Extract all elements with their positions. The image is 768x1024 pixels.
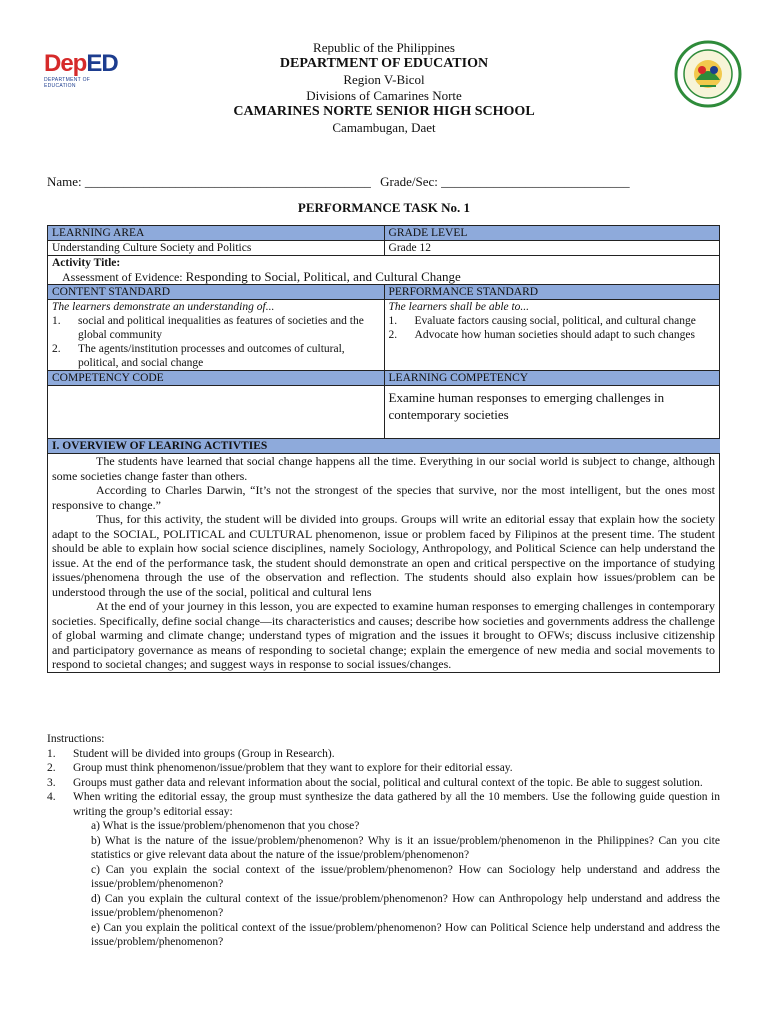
- learning-competency-label: LEARNING COMPETENCY: [384, 371, 719, 386]
- header-republic: Republic of the Philippines: [313, 40, 455, 55]
- header-address: Camambugan, Daet: [332, 120, 436, 135]
- header-department: DEPARTMENT OF EDUCATION: [279, 56, 489, 71]
- guide-question: a) What is the issue/problem/phenomenon that you chose?: [91, 820, 360, 832]
- list-item: [52, 314, 380, 342]
- deped-logo-subtitle: DEPARTMENT OF EDUCATION: [44, 77, 91, 89]
- content-standard-intro: The learners demonstrate an understanding of...: [52, 301, 275, 313]
- overview-paragraph: According to Charles Darwin, “It’s not the strongest of the species that survive, nor the most intelligent, but the ones most responsive to change.”: [52, 483, 715, 512]
- header-school: CAMARINES NORTE SENIOR HIGH SCHOOL: [233, 104, 535, 119]
- name-blank[interactable]: ____________________________________________: [84, 174, 371, 189]
- deped-logo-text-b: ED: [86, 50, 118, 77]
- overview-body: [48, 454, 720, 673]
- task-table: [47, 225, 720, 673]
- performance-standard-cell: [384, 300, 719, 371]
- list-item: [389, 328, 715, 342]
- list-number: 2.: [52, 343, 61, 355]
- list-text: social and political inequalities as features of societies and the global community: [78, 315, 364, 341]
- list-number: 1.: [388, 315, 398, 327]
- learning-competency-value: Examine human responses to emerging challenges in contemporary societies: [384, 386, 719, 439]
- header-region: Region V-Bicol: [343, 72, 425, 87]
- performance-standard-label: PERFORMANCE STANDARD: [384, 285, 719, 300]
- activity-title-label: Activity Title:: [52, 257, 121, 269]
- instruction-number: 3.: [47, 776, 56, 789]
- list-item: [52, 342, 380, 370]
- name-grade-line: [47, 174, 727, 190]
- name-label: Name:: [47, 174, 82, 189]
- instruction-text: Group must think phenomenon/issue/problem that they want to explore for their editorial essay.: [73, 762, 513, 774]
- instructions-title: Instructions:: [47, 733, 105, 745]
- deped-logo-text-a: Dep: [44, 50, 87, 77]
- instruction-item: [47, 761, 720, 776]
- learning-area-label: LEARNING AREA: [48, 226, 385, 241]
- instruction-number: 4.: [47, 791, 56, 803]
- instruction-item: [47, 790, 720, 950]
- overview-header-cell: [48, 439, 720, 454]
- performance-task-title: PERFORMANCE TASK No. 1: [297, 200, 471, 215]
- guide-question: d) Can you explain the cultural context of the issue/problem/phenomenon? How can Anthropology help understand and address the issue/problem/phenomenon?: [91, 892, 720, 919]
- instruction-item: [47, 776, 720, 791]
- list-number: 1.: [52, 315, 61, 327]
- activity-title-value: Responding to Social, Political, and Cultural Change: [185, 269, 461, 284]
- instruction-number: 1.: [47, 747, 56, 760]
- overview-paragraph: At the end of your journey in this lesson, you are expected to examine human responses to emerging challenges in contemporary societies. Specifically, define social change—its characteristics and causes; describe how societies and governments address the challenge of global warming and climate change; understand types of migration and the issues it brought to OFWs; discuss inclusive citizenship and participatory governance as means of responding to societal change; explain the emergence of new media and social movements to respond to societal changes; and suggest ways in response to social issues/changes.: [52, 599, 715, 671]
- activity-title-cell: [48, 256, 720, 285]
- competency-code-value: [48, 386, 385, 439]
- list-number: 2.: [388, 329, 398, 341]
- guide-question: c) Can you explain the social context of the issue/problem/phenomenon? How can Sociology help understand and address the issue/problem/phenomenon?: [91, 863, 720, 890]
- grade-sec-blank[interactable]: _____________________________: [441, 174, 630, 189]
- guide-questions: [73, 819, 720, 950]
- content-standard-label: CONTENT STANDARD: [48, 285, 385, 300]
- overview-paragraph: Thus, for this activity, the student will be divided into groups. Groups will write an editorial essay that explain how the society adapt to the SOCIAL, POLITICAL and CULTURAL phenomenon, issue or problem faced by Filipinos at the present time. The student should be able to explain how social science disciplines, namely Sociology, Anthropology, and Political Science can help understand the issue. At the end of the performance task, the student should demonstrate an open and critical perspective on the importance of studying issues/phenomena through the use of the observation and reflection. The students should also explain how issues/problem can be understood through the use of the social, political and cultural lens: [52, 512, 715, 599]
- instruction-item: [47, 747, 720, 762]
- competency-code-label: COMPETENCY CODE: [48, 371, 385, 386]
- overview-paragraph: The students have learned that social change happens all the time. Everything in our social world is subject to change, although some societies change faster than others.: [52, 454, 715, 483]
- instruction-number: 2.: [47, 762, 56, 774]
- guide-question: b) What is the nature of the issue/problem/phenomenon? Why is it an issue/problem/phenomenon in the Philippines? Can you cite statistics or give relevant data about the nature of the issue/problem/phenomenon?: [91, 834, 720, 861]
- grade-level-label: GRADE LEVEL: [384, 226, 719, 241]
- guide-question: e) Can you explain the political context of the issue/problem/phenomenon? How can Political Science help understand and address the issue/problem/phenomenon?: [91, 921, 720, 948]
- instructions-section: [47, 732, 720, 950]
- instruction-text: When writing the editorial essay, the group must synthesize the data gathered by all the 10 members. Use the following guide question in writing the group’s editorial essay:: [73, 791, 720, 818]
- performance-standard-intro: The learners shall be able to...: [388, 301, 530, 313]
- grade-level-value: Grade 12: [384, 241, 719, 256]
- instruction-text: Student will be divided into groups (Group in Research).: [73, 747, 335, 760]
- instruction-text: Groups must gather data and relevant information about the social, political and cultural context of the topic. Be able to suggest solution.: [73, 776, 703, 789]
- learning-area-value: Understanding Culture Society and Politics: [48, 241, 385, 256]
- list-text: Advocate how human societies should adapt to such changes: [414, 329, 695, 341]
- overview-label: I. OVERVIEW OF LEARING ACTIVTIES: [52, 440, 268, 452]
- activity-title-prefix: Assessment of Evidence:: [62, 270, 183, 284]
- list-text: The agents/institution processes and outcomes of cultural, political, and social change: [78, 343, 345, 369]
- letterhead: [0, 40, 768, 136]
- list-item: [389, 314, 715, 328]
- content-standard-cell: [48, 300, 385, 371]
- grade-sec-label: Grade/Sec:: [380, 174, 438, 189]
- list-text: Evaluate factors causing social, political, and cultural change: [414, 315, 696, 327]
- header-division: Divisions of Camarines Norte: [306, 88, 462, 103]
